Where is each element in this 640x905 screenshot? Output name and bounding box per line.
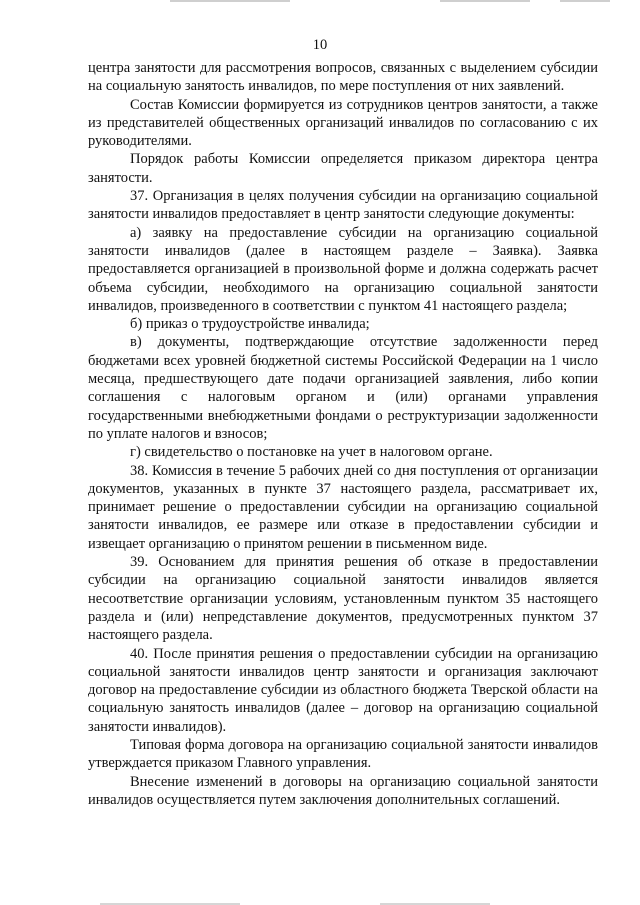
paragraph-item-37-a: а) заявку на предоставление субсидии на организацию социальной занятости инвалидов (далее в настоящем разделе – Заявка). Заявка предоставляется организацией в произвольной форме и должна содержать расчет объема субсидии, необходимого на организацию социальной занятости инвалидов, произведенного в соответствии с пунктом 41 настоящего раздела; xyxy=(88,224,598,314)
page-number: 10 xyxy=(312,37,328,53)
paragraph-item-37-b: б) приказ о трудоустройстве инвалида; xyxy=(130,316,370,333)
paragraph-item-37-g: г) свидетельство о постановке на учет в налоговом органе. xyxy=(130,444,493,461)
paragraph-contract-form: Типовая форма договора на организацию социальной занятости инвалидов утверждается приказом Главного управления. xyxy=(88,736,598,772)
scan-edge-top xyxy=(0,0,640,6)
paragraph-commission-procedure: Порядок работы Комиссии определяется приказом директора центра занятости. xyxy=(88,151,598,186)
paragraph-item-39: 39. Основанием для принятия решения об отказе в предоставлении субсидии на организацию социальной занятости инвалидов является несоответствие организации условиям, установленным пунктом 35 настоящего раздела и (или) непредставление документов, предусмотренных пунктом 37 настоящего раздела. xyxy=(88,554,598,644)
paragraph-item-37-v: в) документы, подтверждающие отсутствие задолженности перед бюджетами всех уровней бюджетной системы Российской Федерации на 1 число месяца, предшествующего дате подачи организацией заявления, либо копии соглашения с налоговым органом и (или) органами управления государственными внебюджетными фондами о реструктуризации задолженности по уплате налогов и взносов; xyxy=(88,334,598,442)
paragraph-item-38: 38. Комиссия в течение 5 рабочих дней со дня поступления от организации документов, указанных в пункте 37 настоящего раздела, рассматривает их, принимает решение о предоставлении субсидии на организацию социальной занятости инвалидов, ее размере или отказе в предоставлении субсидии и извещает организацию о принятом решении в письменном виде. xyxy=(88,462,598,552)
paragraph-item-37: 37. Организация в целях получения субсидии на организацию социальной занятости инвалидов предоставляет в центр занятости следующие документы: xyxy=(88,188,598,223)
scan-edge-bottom xyxy=(0,901,640,905)
paragraph-commission-composition: Состав Комиссии формируется из сотрудников центров занятости, а также из представителей общественных организаций инвалидов по согласованию с их руководителями. xyxy=(88,96,598,150)
paragraph-continuation: центра занятости для рассмотрения вопросов, связанных с выделением субсидии на социальную занятость инвалидов, по мере поступления от них заявлений. xyxy=(88,60,598,95)
paragraph-item-40: 40. После принятия решения о предоставлении субсидии на организацию социальной занятости инвалидов центр занятости и организация заключают договор на предоставление субсидии из областного бюджета Тверской области на социальную занятость инвалидов (далее – договор на организацию социальной занятости инвалидов). xyxy=(88,645,598,735)
document-body xyxy=(88,59,598,809)
paragraph-contract-amendments: Внесение изменений в договоры на организацию социальной занятости инвалидов осуществляется путем заключения дополнительных соглашений. xyxy=(88,773,598,808)
